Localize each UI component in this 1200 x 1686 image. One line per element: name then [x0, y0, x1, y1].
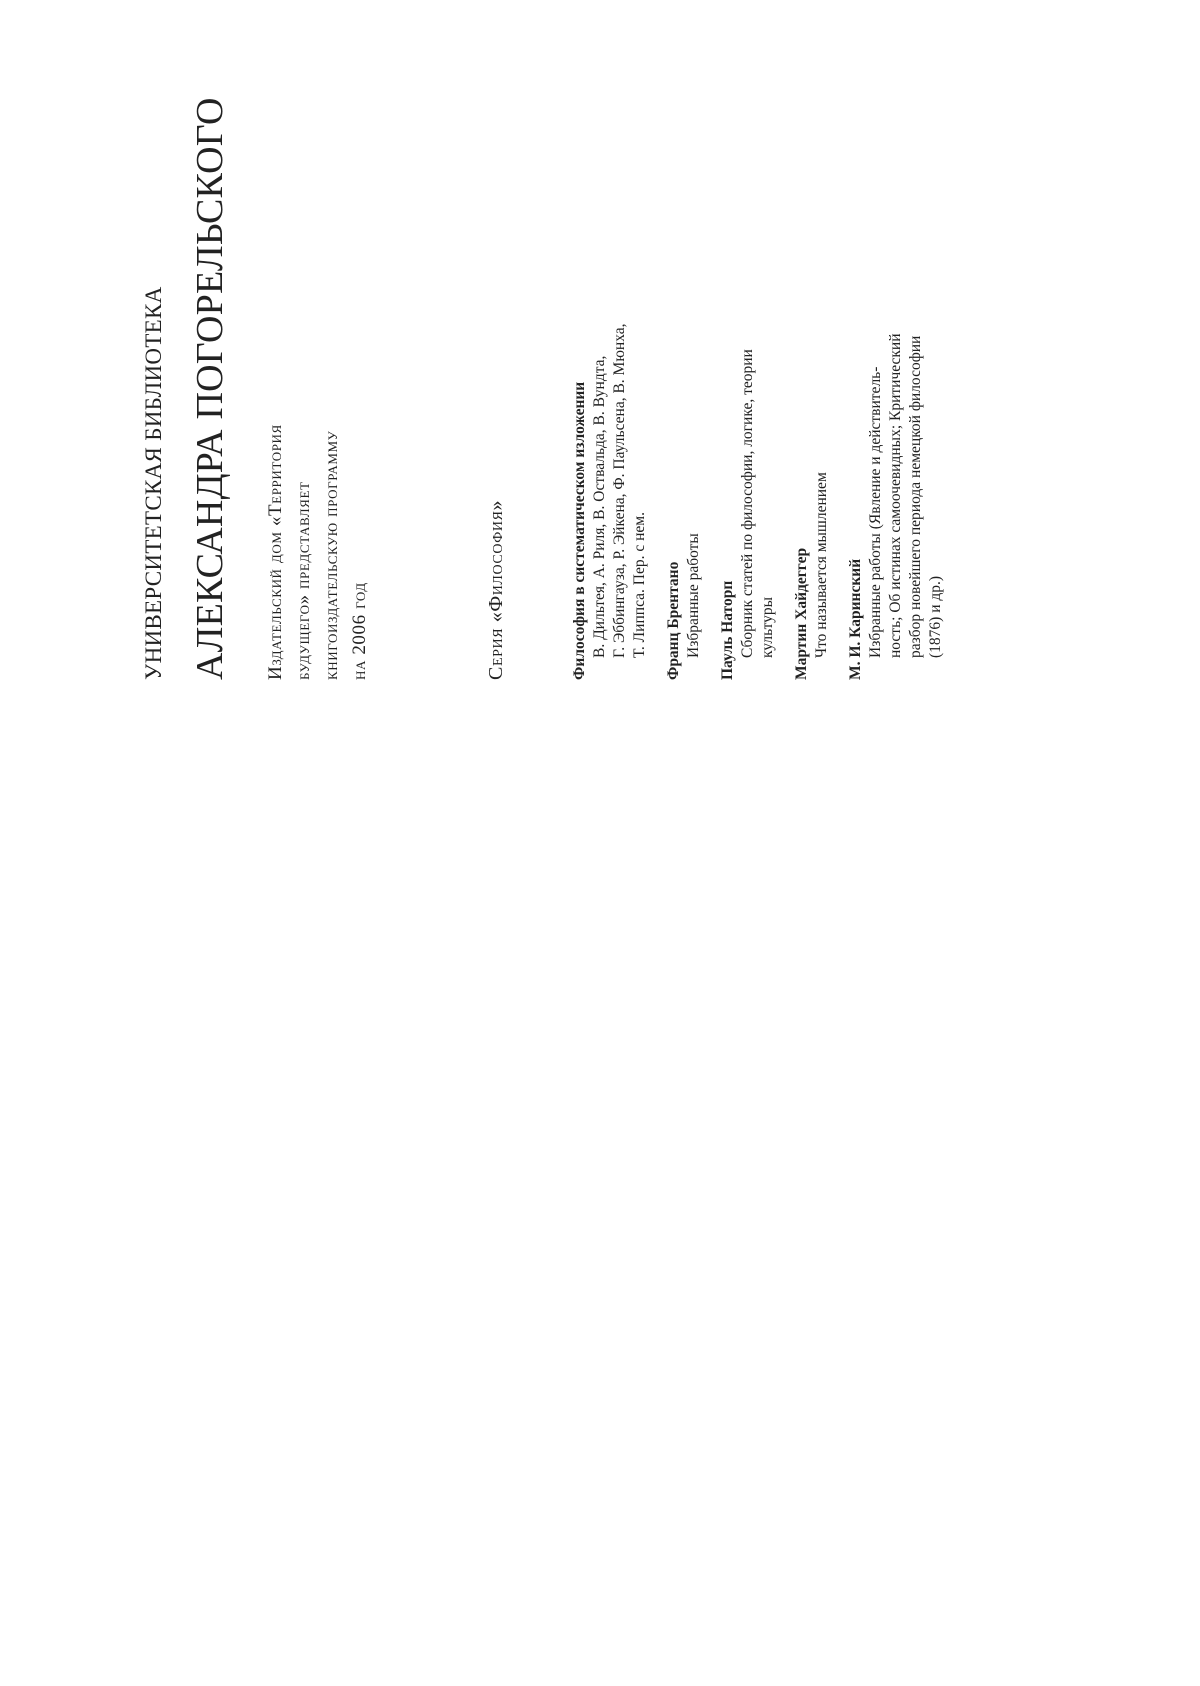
book-author: Франц Брентано [665, 561, 682, 680]
book-description-line: разбор новейшего периода немецкой философии [907, 335, 924, 658]
book-description [684, 160, 704, 680]
book-list [570, 160, 960, 680]
intro-line: книгоиздательскую программу [321, 430, 342, 680]
book-description-line: Г. Эббингауза, Р. Эйкена, Ф. Паульсена, В. Мюнха, [611, 323, 628, 658]
rotated-page [140, 97, 950, 680]
book-author: М. И. Каринский [847, 558, 864, 680]
library-title-line-2: АЛЕКСАНДРА ПОГОРЕЛЬСКОГО [189, 97, 231, 680]
intro-line: будущего» представляет [293, 481, 314, 680]
book-description-line: ность; Об истинах самоочевидных; Критический [887, 333, 904, 658]
book-description [812, 160, 832, 680]
book-author: Мартин Хайдеггер [793, 547, 810, 680]
book-description-line: Избранные работы (Явление и действитель- [867, 366, 884, 658]
book-description-line: Избранные работы [685, 533, 702, 658]
book-item [664, 160, 704, 680]
book-item [846, 160, 946, 680]
book-description-line: культуры [759, 596, 776, 658]
book-item [570, 160, 650, 680]
intro-line: Издательский дом «Территория [265, 424, 286, 680]
book-item [792, 160, 832, 680]
book-description [866, 160, 946, 680]
book-description-line: В. Дильтея, А. Риля, В. Оствальда, В. Вундта, [591, 355, 608, 658]
book-description-line: (1876) и др.) [927, 575, 944, 658]
book-description-line: Что называется мышлением [813, 472, 830, 658]
intro-line: на 2006 год [349, 582, 370, 680]
book-item [718, 160, 778, 680]
book-description [738, 160, 778, 680]
library-title-line-1: УНИВЕРСИТЕТСКАЯ БИБЛИОТЕКА [141, 286, 166, 680]
book-author: Философия в систематическом изложении [571, 381, 588, 680]
series-title: Серия «Философия» [485, 499, 507, 680]
book-description-line: Сборник статей по философии, логике, теории [739, 349, 756, 658]
book-author: Пауль Наторп [719, 580, 736, 680]
book-description-line: Т. Липпса. Пер. с нем. [631, 512, 648, 658]
book-description [590, 160, 650, 680]
intro-paragraph [262, 424, 374, 680]
